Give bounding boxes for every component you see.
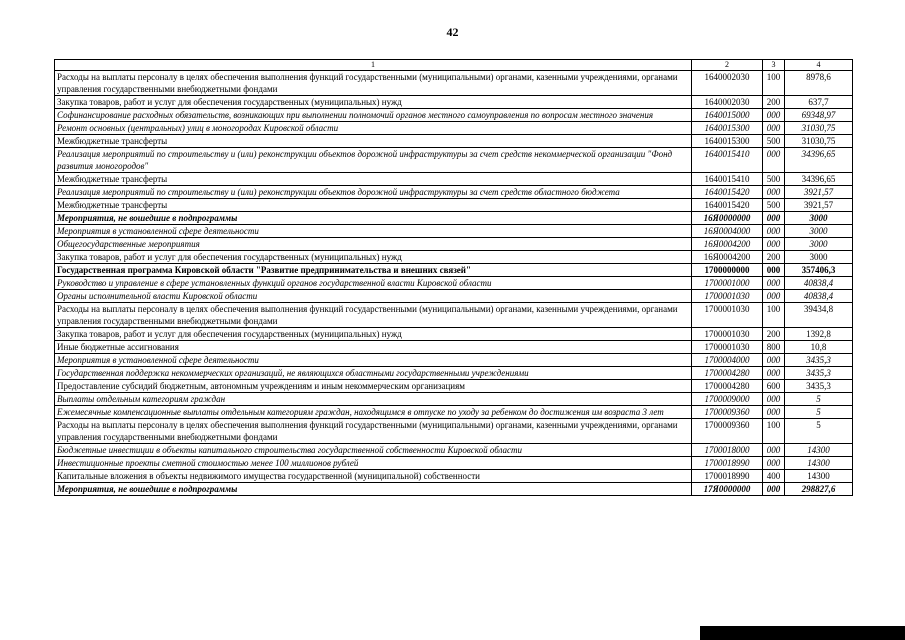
cell-name: Капитальные вложения в объекты недвижимого имущества государственной (муниципальной) собственности (55, 470, 692, 483)
cell-code: 1700009360 (692, 419, 763, 444)
cell-amount: 69348,97 (785, 109, 853, 122)
cell-name: Иные бюджетные ассигнования (55, 341, 692, 354)
cell-name: Закупка товаров, работ и услуг для обеспечения государственных (муниципальных) нужд (55, 328, 692, 341)
cell-type: 200 (763, 251, 785, 264)
cell-name: Ежемесячные компенсационные выплаты отдельным категориям граждан, находящимся в отпуске по уходу за ребенком до достижения им возраста 3 лет (55, 406, 692, 419)
table-row (55, 367, 853, 380)
table-row (55, 483, 853, 496)
table-row (55, 380, 853, 393)
cell-name: Бюджетные инвестиции в объекты капитального строительства государственной собственности Кировской области (55, 444, 692, 457)
cell-type: 100 (763, 303, 785, 328)
cell-type: 000 (763, 109, 785, 122)
cell-type: 000 (763, 393, 785, 406)
table-row (55, 290, 853, 303)
cell-name: Общегосударственные мероприятия (55, 238, 692, 251)
cell-name: Расходы на выплаты персоналу в целях обеспечения выполнения функций государственными (муниципальными) органами, казенными учреждениями, органами управления государственными внебюджетными фондами (55, 71, 692, 96)
cell-code: 1640002030 (692, 71, 763, 96)
cell-amount: 34396,65 (785, 173, 853, 186)
cell-name: Реализация мероприятий по строительству и (или) реконструкции объектов дорожной инфраструктуры за счет средств областного бюджета (55, 186, 692, 199)
table-row (55, 354, 853, 367)
cell-code: 1700004000 (692, 354, 763, 367)
budget-table (54, 59, 853, 496)
table-row (55, 148, 853, 173)
cell-name: Предоставление субсидий бюджетным, автономным учреждениям и иным некоммерческим организациям (55, 380, 692, 393)
cell-amount: 3000 (785, 251, 853, 264)
table-row (55, 264, 853, 277)
cell-code: 1700001030 (692, 290, 763, 303)
cell-amount: 39434,8 (785, 303, 853, 328)
cell-type: 000 (763, 277, 785, 290)
cell-amount: 3921,57 (785, 199, 853, 212)
cell-code: 1640015420 (692, 199, 763, 212)
table-row (55, 225, 853, 238)
cell-type: 000 (763, 444, 785, 457)
table-row (55, 96, 853, 109)
cell-type: 100 (763, 419, 785, 444)
cell-name: Межбюджетные трансферты (55, 173, 692, 186)
cell-type: 500 (763, 135, 785, 148)
cell-code: 1640002030 (692, 96, 763, 109)
table-row (55, 173, 853, 186)
table-row (55, 71, 853, 96)
cell-amount: 5 (785, 406, 853, 419)
cell-type: 000 (763, 122, 785, 135)
cell-name: Мероприятия, не вошедшие в подпрограммы (55, 212, 692, 225)
cell-name: Мероприятия в установленной сфере деятельности (55, 354, 692, 367)
table-row (55, 341, 853, 354)
cell-amount: 3435,3 (785, 354, 853, 367)
cell-type: 000 (763, 186, 785, 199)
table-row (55, 135, 853, 148)
cell-name: Государственная поддержка некоммерческих организаций, не являющихся областными государственными учреждениями (55, 367, 692, 380)
cell-type: 500 (763, 173, 785, 186)
cell-type: 200 (763, 328, 785, 341)
cell-code: 1640015000 (692, 109, 763, 122)
cell-code: 1700018990 (692, 470, 763, 483)
cell-type: 000 (763, 148, 785, 173)
cell-name: Мероприятия в установленной сфере деятельности (55, 225, 692, 238)
cell-code: 16Я0004000 (692, 225, 763, 238)
cell-amount: 637,7 (785, 96, 853, 109)
cell-type: 800 (763, 341, 785, 354)
cell-amount: 8978,6 (785, 71, 853, 96)
cell-name: Государственная программа Кировской области "Развитие предпринимательства и внешних связей" (55, 264, 692, 277)
cell-name: Межбюджетные трансферты (55, 135, 692, 148)
cell-name: Расходы на выплаты персоналу в целях обеспечения выполнения функций государственными (муниципальными) органами, казенными учреждениями, органами управления государственными внебюджетными фондами (55, 303, 692, 328)
cell-amount: 40838,4 (785, 290, 853, 303)
table-row (55, 212, 853, 225)
cell-type: 600 (763, 380, 785, 393)
cell-amount: 3000 (785, 238, 853, 251)
table-row (55, 109, 853, 122)
column-header-code: 2 (692, 60, 763, 71)
cell-name: Выплаты отдельным категориям граждан (55, 393, 692, 406)
cell-code: 1700018000 (692, 444, 763, 457)
cell-code: 1700004280 (692, 367, 763, 380)
page-number: 42 (446, 25, 459, 39)
cell-name: Руководство и управление в сфере установленных функций органов государственной власти Кировской области (55, 277, 692, 290)
table-row (55, 393, 853, 406)
cell-amount: 1392,8 (785, 328, 853, 341)
cell-name: Органы исполнительной власти Кировской области (55, 290, 692, 303)
cell-code: 1640015410 (692, 173, 763, 186)
cell-type: 000 (763, 212, 785, 225)
cell-amount: 14300 (785, 457, 853, 470)
cell-name: Ремонт основных (центральных) улиц в моногородах Кировской области (55, 122, 692, 135)
table-body (55, 71, 853, 496)
table-row (55, 419, 853, 444)
cell-code: 1700004280 (692, 380, 763, 393)
cell-amount: 3435,3 (785, 380, 853, 393)
cell-code: 1700009360 (692, 406, 763, 419)
cell-type: 000 (763, 238, 785, 251)
cell-code: 1700001030 (692, 303, 763, 328)
table-row (55, 122, 853, 135)
cell-amount: 14300 (785, 444, 853, 457)
cell-code: 1640015410 (692, 148, 763, 173)
cell-type: 000 (763, 483, 785, 496)
table-row (55, 251, 853, 264)
cell-amount: 34396,65 (785, 148, 853, 173)
cell-name: Межбюджетные трансферты (55, 199, 692, 212)
cell-type: 100 (763, 71, 785, 96)
table-row (55, 303, 853, 328)
table-row (55, 186, 853, 199)
table-row (55, 470, 853, 483)
cell-type: 000 (763, 264, 785, 277)
cell-amount: 31030,75 (785, 122, 853, 135)
cell-type: 000 (763, 225, 785, 238)
cell-amount: 40838,4 (785, 277, 853, 290)
cell-code: 1700009000 (692, 393, 763, 406)
header-row (55, 60, 853, 71)
cell-type: 000 (763, 290, 785, 303)
cell-code: 16Я0004200 (692, 238, 763, 251)
table-row (55, 444, 853, 457)
cell-type: 200 (763, 96, 785, 109)
cell-amount: 3435,3 (785, 367, 853, 380)
table-row (55, 406, 853, 419)
cell-type: 000 (763, 354, 785, 367)
cell-code: 1700018990 (692, 457, 763, 470)
table-row (55, 238, 853, 251)
cell-amount: 14300 (785, 470, 853, 483)
cell-amount: 3000 (785, 225, 853, 238)
table-row (55, 199, 853, 212)
cell-code: 1700001000 (692, 277, 763, 290)
scan-edge-bar (700, 626, 905, 640)
cell-type: 000 (763, 457, 785, 470)
cell-type: 000 (763, 406, 785, 419)
cell-name: Закупка товаров, работ и услуг для обеспечения государственных (муниципальных) нужд (55, 96, 692, 109)
cell-code: 16Я0000000 (692, 212, 763, 225)
cell-name: Закупка товаров, работ и услуг для обеспечения государственных (муниципальных) нужд (55, 251, 692, 264)
cell-type: 000 (763, 367, 785, 380)
table-row (55, 277, 853, 290)
cell-code: 1700000000 (692, 264, 763, 277)
cell-amount: 357406,3 (785, 264, 853, 277)
cell-name: Софинансирование расходных обязательств, возникающих при выполнении полномочий органов местного самоуправления по вопросам местного значения (55, 109, 692, 122)
cell-name: Реализация мероприятий по строительству и (или) реконструкции объектов дорожной инфраструктуры за счет средств некоммерческой организации "Фонд развития моногородов" (55, 148, 692, 173)
cell-code: 1640015420 (692, 186, 763, 199)
table-row (55, 328, 853, 341)
cell-type: 400 (763, 470, 785, 483)
cell-name: Расходы на выплаты персоналу в целях обеспечения выполнения функций государственными (муниципальными) органами, казенными учреждениями, органами управления государственными внебюджетными фондами (55, 419, 692, 444)
cell-code: 16Я0004200 (692, 251, 763, 264)
cell-amount: 31030,75 (785, 135, 853, 148)
cell-amount: 5 (785, 393, 853, 406)
cell-amount: 298827,6 (785, 483, 853, 496)
column-header-type: 3 (763, 60, 785, 71)
cell-amount: 3921,57 (785, 186, 853, 199)
cell-code: 17Я0000000 (692, 483, 763, 496)
cell-amount: 5 (785, 419, 853, 444)
cell-code: 1640015300 (692, 135, 763, 148)
cell-name: Мероприятия, не вошедшие в подпрограммы (55, 483, 692, 496)
cell-code: 1700001030 (692, 341, 763, 354)
column-header-name: 1 (55, 60, 692, 71)
cell-name: Инвестиционные проекты сметной стоимостью менее 100 миллионов рублей (55, 457, 692, 470)
cell-type: 500 (763, 199, 785, 212)
cell-amount: 10,8 (785, 341, 853, 354)
column-header-amount: 4 (785, 60, 853, 71)
table-row (55, 457, 853, 470)
cell-code: 1700001030 (692, 328, 763, 341)
cell-amount: 3000 (785, 212, 853, 225)
cell-code: 1640015300 (692, 122, 763, 135)
